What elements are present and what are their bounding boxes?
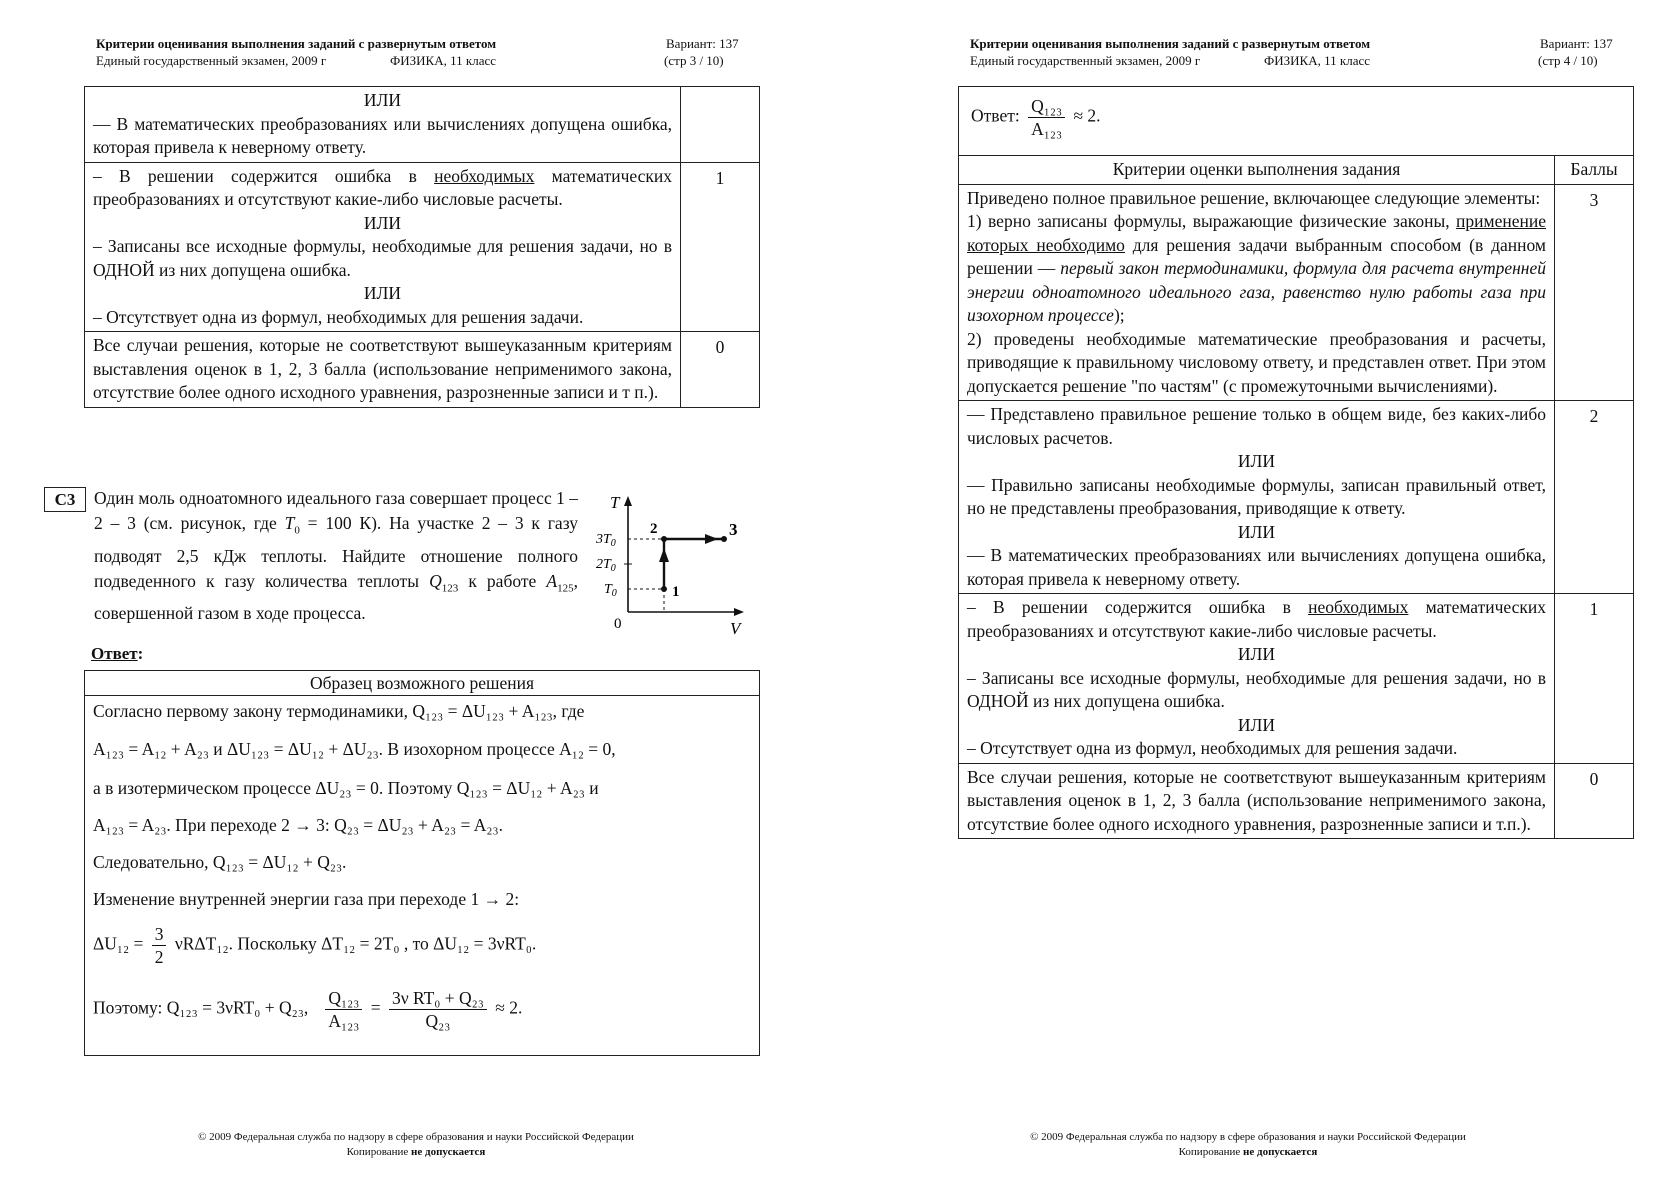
- criteria-row-1: [959, 594, 1634, 764]
- solution-line-3: а в изотермическом процессе ΔU₂₃ = 0. Поэтому Q₁₂₃ = ΔU₁₂ + A₂₃ и: [93, 778, 599, 798]
- footer: [832, 1130, 1664, 1160]
- point-3: [721, 536, 727, 542]
- solution-box: [84, 670, 760, 1056]
- criteria-table-continued: [84, 86, 760, 408]
- criteria-text: – В решении содержится ошибка в необходимых математических преобразованиях и отсутствуют какие-либо числовые расчеты.: [93, 165, 673, 209]
- tick-label-t0: $T_0$: [604, 582, 617, 599]
- score-column-header: Баллы: [1555, 156, 1634, 185]
- criteria-header-row: [959, 156, 1634, 185]
- footer-copy-note: Копирование не допускается: [346, 1146, 486, 1158]
- footer-copyright: © 2009 Федеральная служба по надзору в сфере образования и науки Российской Федерации: [1030, 1131, 1466, 1143]
- tick-label-3t0: $3T_0$: [596, 532, 616, 549]
- point-1: [661, 586, 667, 592]
- header-variant: Вариант: 137: [1540, 36, 1613, 51]
- point-2-label: 2: [650, 521, 658, 537]
- criteria-text: — В математических преобразованиях или вычислениях допущена ошибка, которая привела к неверному ответу.: [93, 113, 672, 157]
- segment-2-3-arrow-icon: [705, 534, 718, 544]
- criteria-text: Все случаи решения, которые не соответствуют вышеуказанным критериям выставления оценок в 1, 2, 3 балла (использование неприменимого закона, отсутствие более одного исходного уравнения, разрозненные записи и т п.).: [85, 332, 681, 408]
- fraction-3-2: $\frac{3}{2}$: [152, 923, 167, 968]
- solution-line-6: Изменение внутренней энергии газа при переходе 1 → 2:: [93, 889, 520, 909]
- criteria-row-0: [959, 763, 1634, 839]
- point-3-label: 3: [729, 520, 738, 539]
- solution-line-1: Согласно первому закону термодинамики, Q₁₂₃ = ΔU₁₂₃ + A₁₂₃, где: [93, 701, 585, 721]
- origin-label: 0: [614, 616, 622, 632]
- answer-label: Ответ:: [91, 644, 144, 663]
- criteria-text: – Записаны все исходные формулы, необходимые для решения задачи, но в ОДНОЙ из них допущена ошибка.: [93, 236, 672, 280]
- header-exam: Единый государственный экзамен, 2009 г: [970, 53, 1201, 68]
- or-separator: ИЛИ: [363, 90, 402, 110]
- solution-line-5: Следовательно, Q₁₂₃ = ΔU₁₂ + Q₂₃.: [93, 852, 347, 872]
- fraction-q-a: $\frac{\text{Q₁₂₃}}{\text{A₁₂₃}}$: [325, 987, 362, 1032]
- solution-line-7: ΔU₁₂ = $\frac{3}{2}$ νRΔT₁₂. Поскольку ΔT₁₂ = 2T₀ , то ΔU₁₂ = 3νRT₀.: [93, 924, 537, 967]
- criteria-text: — В математических преобразованиях или вычислениях допущена ошибка, которая привела к неверному ответу.: [967, 545, 1546, 589]
- criteria-table: [958, 155, 1634, 839]
- criteria-row-0: [85, 332, 760, 408]
- criteria-column-header: Критерии оценки выполнения задания: [959, 156, 1555, 185]
- point-1-label: 1: [672, 584, 680, 600]
- footer: [0, 1130, 832, 1160]
- criteria-text: – Отсутствует одна из формул, необходимых для решения задачи.: [93, 306, 584, 327]
- header-title: Критерии оценивания выполнения заданий с развернутым ответом: [970, 36, 1371, 51]
- criteria-row-2: [959, 401, 1634, 594]
- header-page-number: (стр 3 / 10): [664, 53, 724, 68]
- or-separator: ИЛИ: [1237, 644, 1276, 664]
- score-cell: 0: [1555, 763, 1634, 839]
- footer-copyright: © 2009 Федеральная служба по надзору в сфере образования и науки Российской Федерации: [198, 1131, 634, 1143]
- segment-1-2-arrow-icon: [659, 548, 669, 562]
- score-cell: 2: [1555, 401, 1634, 594]
- criteria-text: Приведено полное правильное решение, включающее следующие элементы:: [967, 187, 1541, 208]
- solution-line-8: Поэтому: Q₁₂₃ = 3νRT₀ + Q₂₃, $\frac{\text{Q₁₂₃}}{\text{A₁₂₃}}$ = $\frac{\text{3ν RT₀ + Q₂₃}}{\text{Q₂₃}}$ ≈ 2.: [93, 988, 523, 1031]
- page-4: [832, 0, 1664, 1187]
- t-axis-label: T: [610, 493, 620, 512]
- score-cell: 0: [681, 332, 760, 408]
- header-page-number: (стр 4 / 10): [1538, 53, 1598, 68]
- criteria-text: — Правильно записаны необходимые формулы, записан правильный ответ, но не представлены преобразования, приводящие к ответу.: [967, 474, 1546, 518]
- footer-copy-note: Копирование не допускается: [1178, 1146, 1318, 1158]
- t-axis-arrow-icon: [624, 496, 632, 506]
- or-separator: ИЛИ: [1237, 521, 1276, 542]
- task-text: Один моль одноатомного идеального газа совершает процесс 1 – 2 – 3 (см. рисунок, где $T_0 = 100$ К). На участке 2 – 3 к газу подводят 2,5 кДж теплоты. Найдите отношение полного подведенного к газу количества теплоты $Q_{123}$ к работе $A_{125}$, совершенной газом в ходе процесса.: [94, 488, 578, 623]
- score-cell: 1: [1555, 594, 1634, 764]
- v-axis-arrow-icon: [734, 608, 744, 616]
- or-separator: ИЛИ: [363, 212, 402, 233]
- fraction-result: $\frac{\text{3ν RT₀ + Q₂₃}}{\text{Q₂₃}}$: [389, 987, 487, 1032]
- fraction-answer: $\frac{\text{Q₁₂₃}}{\text{A₁₂₃}}$: [1028, 95, 1065, 140]
- criteria-text: – Отсутствует одна из формул, необходимых для решения задачи.: [967, 738, 1458, 758]
- solution-heading: Образец возможного решения: [85, 671, 759, 696]
- process-graph: [588, 488, 748, 638]
- or-separator: ИЛИ: [1237, 714, 1276, 735]
- criteria-row-1: [85, 162, 760, 332]
- criteria-row-2: [85, 87, 760, 163]
- answer-formula: Ответ: $\frac{\text{Q₁₂₃}}{\text{A₁₂₃}}$ ≈ 2.: [971, 96, 1101, 139]
- answer-box: [958, 86, 1634, 155]
- task-label: С3: [44, 487, 86, 512]
- solution-line-4: A₁₂₃ = A₂₃. При переходе 2 → 3: Q₂₃ = ΔU₂₃ + A₂₃ = A₂₃.: [93, 815, 504, 835]
- criteria-row-3: [959, 184, 1634, 401]
- header-variant: Вариант: 137: [666, 36, 739, 51]
- solution-line-2: A₁₂₃ = A₁₂ + A₂₃ и ΔU₁₂₃ = ΔU₁₂ + ΔU₂₃. В изохорном процессе A₁₂ = 0,: [93, 739, 616, 759]
- criteria-text: – Записаны все исходные формулы, необходимые для решения задачи, но в ОДНОЙ из них допущена ошибка.: [967, 667, 1546, 711]
- or-separator: ИЛИ: [1237, 451, 1276, 471]
- header-subject: ФИЗИКА, 11 класс: [390, 53, 496, 68]
- criteria-text: – В решении содержится ошибка в необходимых математических преобразованиях и отсутствуют какие-либо числовые расчеты.: [967, 597, 1547, 641]
- header-subject: ФИЗИКА, 11 класс: [1264, 53, 1370, 68]
- tick-label-2t0: $2T_0$: [596, 557, 616, 574]
- or-separator: ИЛИ: [363, 283, 402, 303]
- score-cell: 3: [1555, 184, 1634, 401]
- criteria-text: — Представлено правильное решение только в общем виде, без каких-либо числовых расчетов.: [967, 404, 1546, 448]
- criteria-text: Все случаи решения, которые не соответствуют вышеуказанным критериям выставления оценок в 1, 2, 3 балла (использование неприменимого закона, отсутствие более одного исходного уравнения, разрозненные записи и т.п.).: [959, 763, 1555, 839]
- score-cell: [681, 87, 760, 163]
- header-title: Критерии оценивания выполнения заданий с развернутым ответом: [96, 36, 497, 51]
- header-exam: Единый государственный экзамен, 2009 г: [96, 53, 327, 68]
- criteria-text: 1) верно записаны формулы, выражающие физические законы, применение которых необходимо для решения задачи выбранным способом (в данном решении — первый закон термодинамики, формула для расчета внутренней энергии одноатомного идеального газа, равенство нулю работы газа при изохорном процессе);: [967, 211, 1546, 325]
- point-2: [661, 536, 667, 542]
- score-cell: 1: [681, 162, 760, 332]
- v-axis-label: V: [730, 619, 741, 638]
- criteria-text: 2) проведены необходимые математические преобразования и расчеты, приводящие к правильному числовому ответу, и представлен ответ. При этом допускается решение "по частям" (с промежуточными вычислениями).: [967, 328, 1546, 396]
